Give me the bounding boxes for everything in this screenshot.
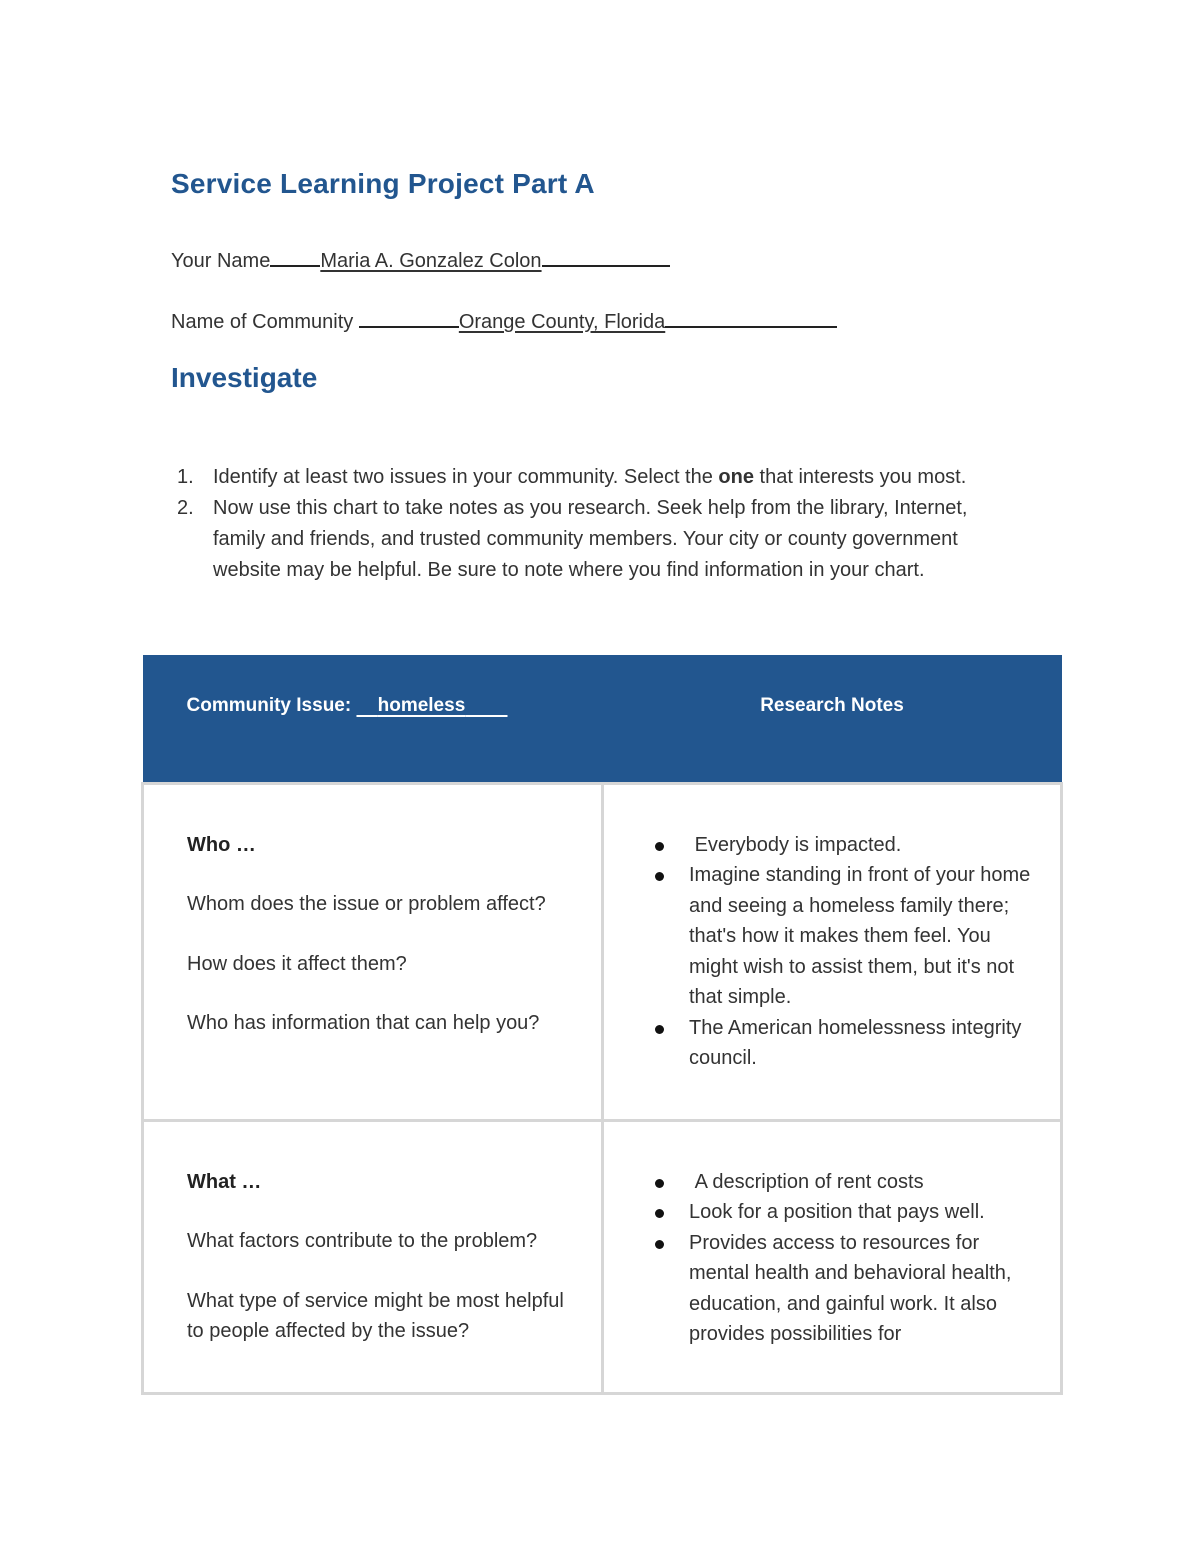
what-notes-list (654, 1167, 1040, 1350)
what-notes-cell[interactable] (603, 1120, 1062, 1393)
who-question: Whom does the issue or problem affect? (187, 893, 546, 915)
chart-header-row (143, 655, 1062, 783)
who-notes-list (654, 830, 1040, 1074)
instruction-text: Identify at least two issues in your community. Select the (213, 466, 719, 488)
community-name-label: Name of Community (171, 311, 354, 333)
list-item: A description of rent costs (654, 1167, 1040, 1198)
instruction-text: that interests you most. (753, 466, 967, 488)
instruction-number: 2. (177, 497, 194, 519)
instruction-number: 1. (177, 466, 194, 488)
underline-fill (542, 243, 670, 267)
community-name-value[interactable]: Orange County, Florida (458, 311, 666, 333)
list-item: Imagine standing in front of your home and seeing a homeless family there; that's how it makes them feel. You might wish to assist them, but it's not that simple. (654, 860, 1040, 1013)
your-name-label: Your Name (171, 250, 271, 272)
research-notes-header: Research Notes (603, 655, 1062, 783)
research-chart (141, 655, 1063, 1395)
list-item: Look for a position that pays well. (654, 1197, 1040, 1228)
what-question: What type of service might be most helpful to people affected by the issue? (187, 1289, 564, 1342)
instruction-text: Now use this chart to take notes as you research. Seek help from the library, Internet, family and friends, and trusted community members. Your city or county government website may be helpful. Be sure to note where you find information in your chart. (213, 497, 968, 581)
your-name-field (171, 243, 670, 273)
what-question: What factors contribute to the problem? (187, 1230, 538, 1252)
who-questions-cell (143, 783, 603, 1120)
section-heading-investigate: Investigate (171, 362, 318, 393)
instruction-item (171, 462, 1001, 493)
instruction-emphasis: one (718, 466, 754, 488)
instruction-item (171, 493, 1001, 586)
who-notes-cell[interactable] (603, 783, 1062, 1120)
underline-fill (359, 304, 459, 328)
community-issue-header (143, 655, 603, 783)
list-item: The American homelessness integrity council. (654, 1013, 1040, 1074)
community-name-field (171, 304, 837, 334)
instructions-list (171, 462, 1001, 586)
list-item: Everybody is impacted. (654, 830, 1040, 861)
underline-fill (665, 304, 837, 328)
who-question: How does it affect them? (187, 952, 407, 975)
your-name-value[interactable]: Maria A. Gonzalez Colon (320, 250, 542, 272)
list-item: Provides access to resources for mental health and behavioral health, education, and gainful work. It also provides possibilities for (654, 1228, 1040, 1350)
community-issue-value[interactable]: homeless (377, 694, 466, 716)
community-issue-label: Community Issue: (186, 694, 352, 716)
what-questions-cell (143, 1120, 603, 1393)
page-title: Service Learning Project Part A (171, 168, 595, 199)
who-heading: Who … (187, 833, 256, 856)
table-row-who (143, 783, 1062, 1120)
underline-fill (270, 243, 320, 267)
table-row-what (143, 1120, 1062, 1393)
who-question: Who has information that can help you? (187, 1012, 540, 1034)
what-heading: What … (187, 1170, 262, 1193)
